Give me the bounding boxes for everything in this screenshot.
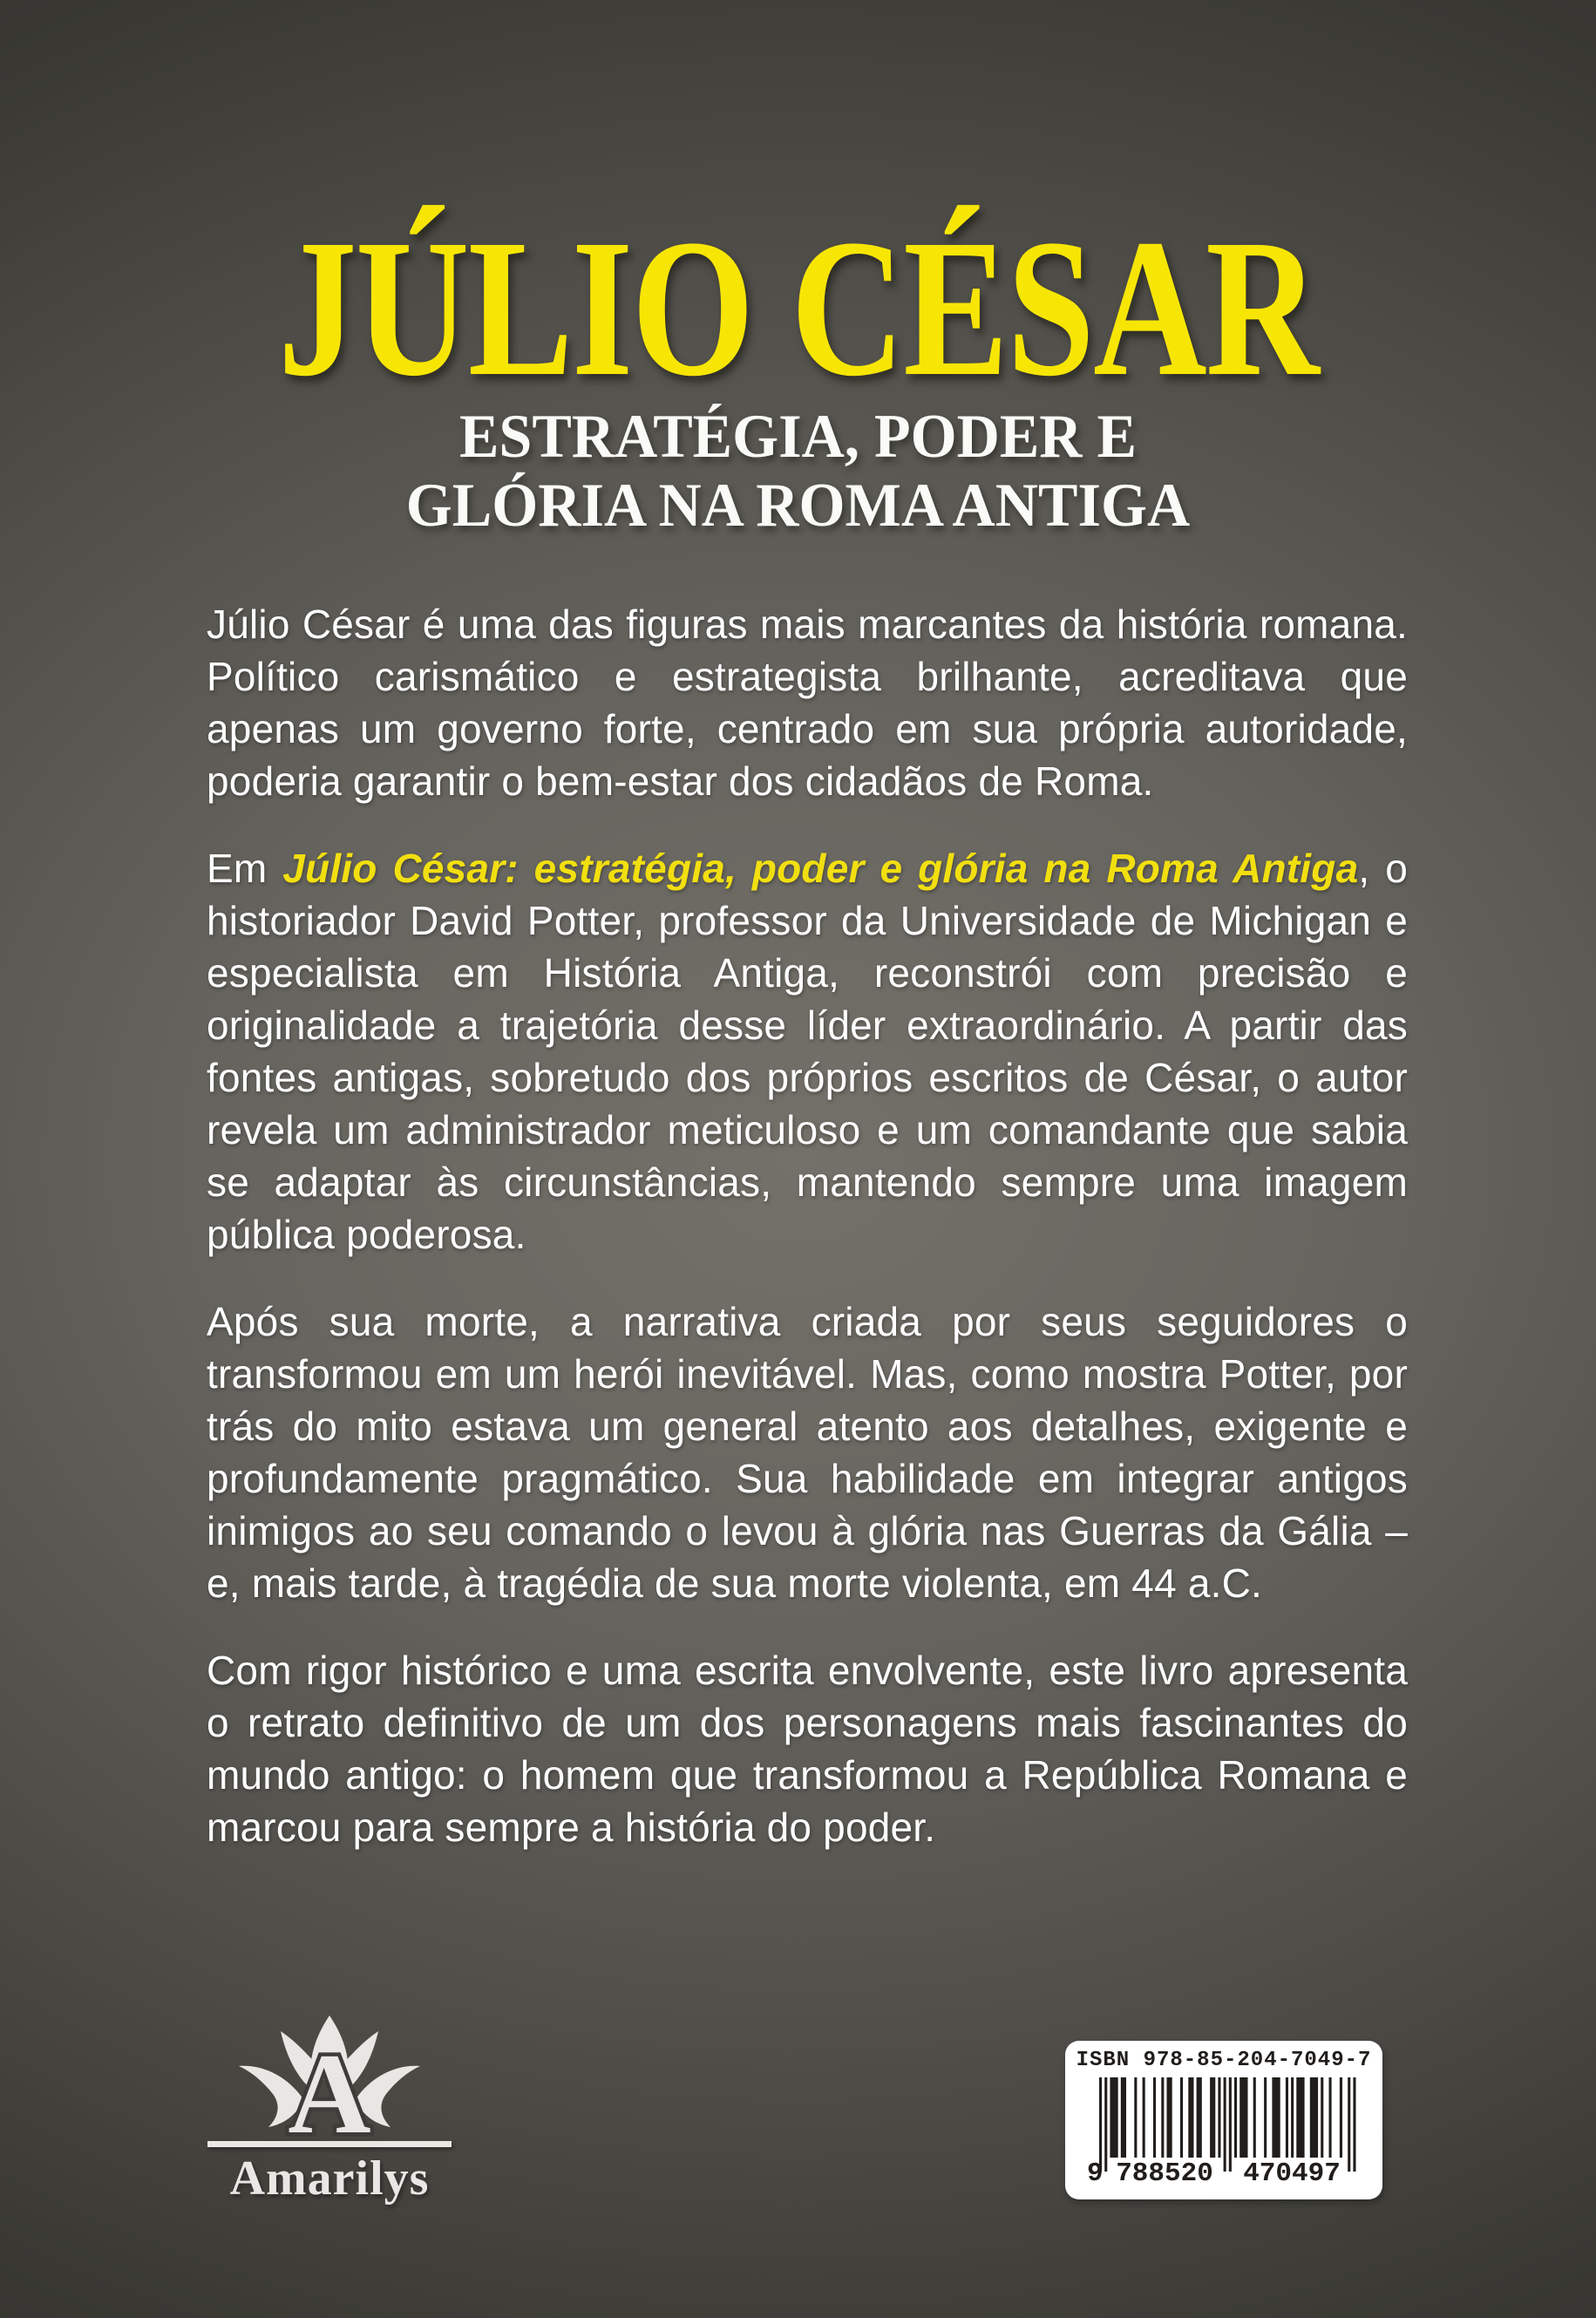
title-block <box>0 199 1596 417</box>
ean-digit-left: 9 <box>1087 2158 1104 2185</box>
ean-digit-group-1: 788520 <box>1116 2158 1213 2185</box>
ean13-barcode <box>1080 2074 1368 2185</box>
book-title: JÚLIO CÉSAR <box>277 199 1318 417</box>
synopsis-text <box>207 598 1408 1888</box>
subtitle-line-1: ESTRATÉGIA, PODER E <box>458 403 1138 471</box>
subtitle-line-2: GLÓRIA NA ROMA ANTIGA <box>405 472 1191 540</box>
synopsis-paragraph-1: Júlio César é uma das figuras mais marcantes da história romana. Político carismático e estrategista brilhante, acreditava que apenas um governo forte, centrado em sua própria autoridade, poderia garantir o bem-estar dos cidadãos de Roma. <box>207 602 1408 804</box>
ean-digit-group-2: 470497 <box>1243 2158 1341 2185</box>
publisher-monogram: A <box>288 2029 371 2145</box>
synopsis-paragraph-4: Com rigor histórico e uma escrita envolvente, este livro apresenta o retrato definitivo de um dos personagens mais fascinantes do mundo antigo: o homem que transformou a República Romana e marcou para sempre a história do poder. <box>207 1648 1408 1850</box>
lotus-flower-icon <box>221 2014 438 2145</box>
paragraph-2-prefix: Em <box>207 846 283 891</box>
publisher-logo <box>207 2014 452 2206</box>
synopsis-paragraph-2 <box>207 842 1408 1261</box>
synopsis-paragraph-3: Após sua morte, a narrativa criada por seus seguidores o transformou em um herói inevitável. Mas, como mostra Potter, por trás do mito estava um general atento aos detalhes, exigente e profundamente pragmático. Sua habilidade em integrar antigos inimigos ao seu comando o levou à glória nas Guerras da Gália – e, mais tarde, à tragédia de sua morte violenta, em 44 a.C. <box>207 1299 1408 1606</box>
isbn-barcode-label <box>1065 2041 1382 2199</box>
paragraph-2-rest: , o historiador David Potter, professor da Universidade de Michigan e especialista em História Antiga, reconstrói com precisão e originalidade a trajetória desse líder extraordinário. A partir das fontes antigas, sobretudo dos próprios escritos de César, o autor revela um administrador meticuloso e um comandante que sabia se adaptar às circunstâncias, mantendo sempre uma imagem pública poderosa. <box>207 846 1408 1257</box>
isbn-number: ISBN 978-85-204-7049-7 <box>1076 2049 1372 2072</box>
book-subtitle <box>0 403 1596 540</box>
publisher-name: Amarilys <box>229 2151 430 2206</box>
book-title-highlight: Júlio César: estratégia, poder e glória na Roma Antiga <box>282 846 1359 891</box>
